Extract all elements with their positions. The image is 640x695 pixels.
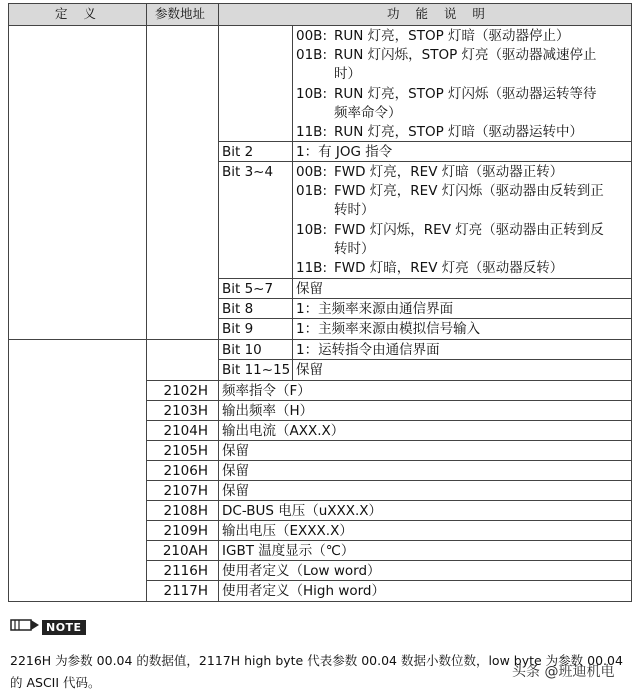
param-addr: 2109H xyxy=(163,523,208,539)
param-addr: 210AH xyxy=(162,543,208,559)
param-desc: 频率指令（F） xyxy=(222,383,311,399)
code-10b-run: 10B: xyxy=(296,86,327,102)
code-00b-fwd: 00B: xyxy=(296,164,327,180)
header-definition: 定 义 xyxy=(55,6,102,21)
param-desc: 保留 xyxy=(222,443,249,459)
desc-01b-run-1: RUN 灯闪烁，STOP 灯亮（驱动器减速停止 xyxy=(334,47,597,63)
desc-11b-fwd: FWD 灯暗，REV 灯亮（驱动器反转） xyxy=(334,260,564,276)
bit-2-label: Bit 2 xyxy=(222,144,254,160)
param-addr: 2117H xyxy=(163,583,208,599)
code-00b-run: 00B: xyxy=(296,28,327,44)
note-text: 2216H 为参数 00.04 的数据值，2117H high byte 代表参数 00.04 数据小数位数，low byte 为参数 00.04 的 ASCII 代码。 xyxy=(10,653,623,690)
param-desc: 输出电压（EXXX.X） xyxy=(222,523,353,539)
bit-10-desc: 1：运转指令由通信界面 xyxy=(296,342,440,358)
code-11b-fwd: 11B: xyxy=(296,260,327,276)
note-label: NOTE xyxy=(42,620,86,635)
param-addr: 2116H xyxy=(163,563,208,579)
bit-11-15-desc: 保留 xyxy=(296,362,323,378)
desc-10b-run-1: RUN 灯亮，STOP 灯闪烁（驱动器运转等待 xyxy=(334,86,597,102)
header-function: 功 能 说 明 xyxy=(387,6,491,21)
bit-11-15-label: Bit 11~15 xyxy=(222,362,291,378)
bit-5-7-desc: 保留 xyxy=(296,281,323,297)
header-address: 参数地址 xyxy=(155,6,206,21)
param-addr: 2108H xyxy=(163,503,208,519)
desc-10b-run-2: 频率命令） xyxy=(334,105,402,121)
desc-01b-fwd-2: 转时） xyxy=(334,202,375,218)
code-01b-run: 01B: xyxy=(296,47,327,63)
code-11b-run: 11B: xyxy=(296,124,327,140)
bit-3-4-label: Bit 3~4 xyxy=(222,164,274,180)
param-desc: 输出频率（H） xyxy=(222,403,314,419)
param-desc: 保留 xyxy=(222,483,249,499)
desc-00b-fwd: FWD 灯亮，REV 灯暗（驱动器正转） xyxy=(334,164,564,180)
desc-10b-fwd-2: 转时） xyxy=(334,241,375,257)
param-desc: 输出电流（AXX.X） xyxy=(222,423,345,439)
param-addr: 2106H xyxy=(163,463,208,479)
desc-01b-fwd-1: FWD 灯亮，REV 灯闪烁（驱动器由反转到正 xyxy=(334,183,604,199)
code-01b-fwd: 01B: xyxy=(296,183,327,199)
bit-9-desc: 1：主频率来源由模拟信号输入 xyxy=(296,321,481,337)
desc-11b-run: RUN 灯亮，STOP 灯暗（驱动器运转中） xyxy=(334,124,584,140)
desc-10b-fwd-1: FWD 灯闪烁，REV 灯亮（驱动器由正转到反 xyxy=(334,222,604,238)
param-desc: 保留 xyxy=(222,463,249,479)
param-addr: 2105H xyxy=(163,443,208,459)
param-addr: 2104H xyxy=(163,423,208,439)
param-desc: 使用者定义（High word） xyxy=(222,583,386,599)
desc-01b-run-2: 时） xyxy=(334,66,361,82)
bit-8-label: Bit 8 xyxy=(222,301,254,317)
bit-5-7-label: Bit 5~7 xyxy=(222,281,274,297)
bit-10-label: Bit 10 xyxy=(222,342,262,358)
param-desc: DC-BUS 电压（uXXX.X） xyxy=(222,503,383,519)
bit-8-desc: 1：主频率来源由通信界面 xyxy=(296,301,454,317)
pencil-icon xyxy=(10,617,40,637)
param-desc: IGBT 温度显示（℃） xyxy=(222,543,355,559)
param-addr: 2102H xyxy=(163,383,208,399)
note-header xyxy=(10,617,86,637)
bit-9-label: Bit 9 xyxy=(222,321,254,337)
desc-00b-run: RUN 灯亮，STOP 灯暗（驱动器停止） xyxy=(334,28,570,44)
bit-2-desc: 1：有 JOG 指令 xyxy=(296,144,393,160)
param-desc: 使用者定义（Low word） xyxy=(222,563,381,579)
param-addr: 2103H xyxy=(163,403,208,419)
param-addr: 2107H xyxy=(163,483,208,499)
code-10b-fwd: 10B: xyxy=(296,222,327,238)
watermark: 头条 @班迪机电 xyxy=(512,664,615,680)
